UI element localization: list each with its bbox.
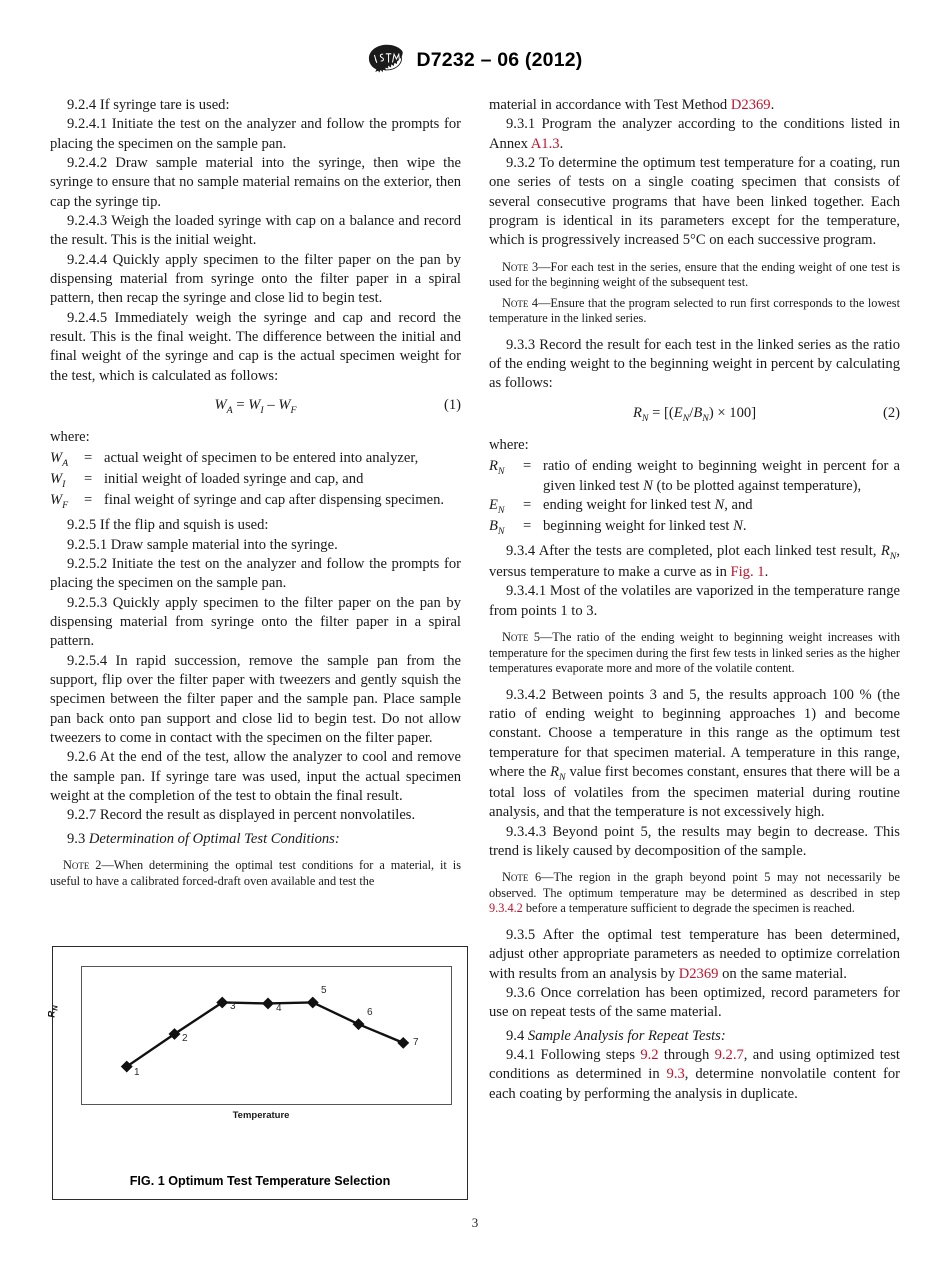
chart-point-label-6: 6 — [367, 1007, 373, 1018]
document-title: D7232 – 06 (2012) — [416, 49, 583, 71]
para-9-2-5-4: 9.2.5.4 In rapid succession, remove the sample pan from the support, flip over the filter paper with tweezers and gently squish the specimen between the filter paper and the sample pan. Place sample pan back onto pan support and close lid to begin test. Do not allow tweezers to come in contact with the specimen on the filter paper. — [50, 652, 461, 747]
where-list-1 — [50, 449, 461, 512]
para-9-2-4-4: 9.2.4.4 Quickly apply specimen to the filter paper on the pan by dispensing material from syringe onto the filter paper in a spiral pattern, then recap the syringe and close lid to begin test. — [50, 251, 461, 307]
equation-2 — [489, 404, 900, 425]
note-3-text: —For each test in the series, ensure that the ending weight of one test is used for the beginning weight of the subsequent test. — [489, 259, 900, 290]
text-run: . — [559, 135, 564, 152]
where-equals: = — [84, 471, 93, 488]
chart-point-label-1: 1 — [134, 1067, 140, 1078]
equation-2-number: (2) — [882, 404, 900, 421]
where-symbol: $W_A$ — [50, 450, 69, 470]
where-label-2: where: — [489, 436, 529, 453]
text-run: material in accordance with Test Method — [489, 97, 731, 113]
where-row — [50, 449, 461, 470]
para-9-3-4-1: 9.3.4.1 Most of the volatiles are vaporized in the temperature range from points 1 to 3. — [489, 583, 900, 619]
para-9-2-5-2: 9.2.5.2 Initiate the test on the analyzer and follow the prompts for placing the specimen on the sample pan. — [50, 556, 461, 592]
page-header — [0, 44, 950, 77]
chart-line-series — [127, 1002, 404, 1066]
text-run: on the same material. — [718, 965, 847, 982]
note-2 — [50, 858, 461, 889]
note-5 — [489, 630, 900, 677]
section-number: 9.4 — [506, 1027, 528, 1044]
where-row — [489, 457, 900, 496]
para-9-2-7: 9.2.7 Record the result as displayed in percent nonvolatiles. — [67, 807, 416, 824]
equation-1-number: (1) — [443, 396, 461, 413]
section-title: Sample Analysis for Repeat Tests: — [527, 1027, 726, 1044]
para-9-3-4-2: 9.3.4.2 Between points 3 and 5, the results approach 100 % (the ratio of ending weight to beginning approaches 1) and become constant. Choose a temperature in this range as the optimum test temperature for that specimen material. A temperature in this range, where the $R_N$ value first becomes constant, ensures that there will be a total loss of volatiles from the specimen material during routine analysis, and that the temperature is not excessively high. — [489, 686, 900, 821]
where-equals: = — [523, 496, 532, 513]
where-equals: = — [523, 517, 532, 534]
where-definition: initial weight of loaded syringe and cap, and — [104, 471, 364, 488]
equation-2-body: $R_N = [(E_N/B_N) \times 100]$ — [632, 404, 757, 424]
figure-1 — [46, 946, 468, 1200]
text-run: before a temperature sufficient to degrade the specimen is reached. — [522, 901, 855, 916]
right-column — [489, 96, 900, 1104]
equation-1 — [50, 396, 461, 417]
where-symbol: $E_N$ — [489, 496, 505, 516]
page-number: 3 — [471, 1215, 479, 1230]
where-symbol: $B_N$ — [489, 517, 505, 537]
chart-point-label-3: 3 — [230, 1001, 236, 1012]
note-4 — [489, 296, 900, 327]
where-equals: = — [84, 450, 93, 467]
text-run: 9.3.4.2 Between points 3 and 5, the results approach 100 % (the ratio of ending weight to beginning approaches 1) and become constant. Choose a temperature in this range as the optimum test temperature for that specimen material. A temperature in this range, where the — [489, 686, 900, 780]
text-run: , and using optimized test conditions as determined in — [489, 1046, 900, 1083]
para-9-2-4-2: 9.2.4.2 Draw sample material into the syringe, then wipe the syringe to ensure that no sample material remains on the exterior, then cap the syringe tip. — [50, 154, 461, 210]
note-2-text: —When determining the optimal test conditions for a material, it is useful to have a calibrated forced-draft oven available and test the — [50, 858, 461, 888]
text-run: , determine nonvolatile content for each coating by performing the analysis in duplicate. — [489, 1066, 900, 1102]
text-run: 9.3.4 After the tests are completed, plot each linked test result, — [506, 542, 881, 559]
para-9-2-4-1: 9.2.4.1 Initiate the test on the analyzer and follow the prompts for placing the specimen on the sample pan. — [50, 116, 461, 152]
chart-point-label-7: 7 — [413, 1037, 419, 1048]
where-definition: ending weight for linked test N, and — [543, 496, 753, 513]
link-d2369-2[interactable]: D2369 — [678, 965, 719, 982]
para-9-2-4-3: 9.2.4.3 Weigh the loaded syringe with cap on a balance and record the result. This is the initial weight. — [50, 212, 461, 249]
where-row — [50, 470, 461, 491]
para-9-3-6: 9.3.6 Once correlation has been optimized, record parameters for use on repeat tests of the same material. — [489, 984, 900, 1021]
chart-point-label-5: 5 — [321, 985, 327, 996]
note-3-label: Note 3 — [502, 259, 539, 274]
chart-markers — [121, 997, 409, 1073]
para-9-2-4-5: 9.2.4.5 Immediately weigh the syringe and cap and record the result. This is the final weight. The difference between the initial and final weight of the syringe and cap is the actual specimen weight for the test, which is calculated as follows: — [50, 309, 461, 384]
where-list-2 — [489, 457, 900, 538]
text-run: —The region in the graph beyond point 5 may not necessarily be observed. The optimum temperature may be determined as described in step — [489, 870, 900, 900]
link-9-3[interactable]: 9.3 — [666, 1066, 685, 1083]
para-9-3-heading — [50, 830, 461, 849]
note-5-text: —The ratio of the ending weight to beginning weight increases with temperature for the specimen during the first few tests in linked series as the higher temperatures evaporate more and more of the volatile content. — [489, 629, 900, 676]
section-title: Determination of Optimal Test Conditions: — [88, 830, 340, 847]
text-run: 9.4.1 Following steps — [506, 1046, 641, 1063]
note-4-label: Note 4 — [502, 295, 539, 310]
where-row — [50, 491, 461, 512]
left-column — [50, 96, 461, 898]
para-9-2-5: 9.2.5 If the flip and squish is used: — [67, 517, 269, 534]
chart-curve-svg — [82, 967, 451, 1104]
where-row — [489, 496, 900, 517]
para-9-2-5-1: 9.2.5.1 Draw sample material into the syringe. — [67, 536, 338, 553]
where-definition: actual weight of specimen to be entered into analyzer, — [104, 450, 419, 467]
note-4-text: —Ensure that the program selected to run first corresponds to the lowest temperature in the linked series. — [489, 295, 900, 326]
para-9-3-1 — [489, 115, 900, 154]
para-9-3-2: 9.3.2 To determine the optimum test temperature for a coating, run one series of tests on a single coating specimen that consists of several consecutive programs that have been linked together. Each program is identical in its parameters except for the temperature, which is progressively increased 5°C on each successive program. — [489, 154, 900, 249]
para-9-3-4: 9.3.4 After the tests are completed, plot each linked test result, $R_N$, versus temperature to make a curve as in Fig. 1. — [489, 542, 900, 580]
note-5-label: Note 5 — [502, 629, 540, 644]
para-9-4-heading — [489, 1027, 900, 1046]
chart-point-label-4: 4 — [276, 1003, 282, 1014]
link-9-2[interactable]: 9.2 — [640, 1046, 659, 1063]
chart-point-label-2: 2 — [182, 1033, 188, 1044]
where-equals: = — [84, 492, 93, 509]
para-continued-material — [489, 96, 900, 115]
para-9-2-4: 9.2.4 If syringe tare is used: — [67, 97, 230, 113]
note-2-label: Note 2 — [63, 858, 102, 873]
link-d2369[interactable]: D2369 — [730, 97, 771, 113]
text-run: . — [764, 563, 769, 580]
para-9-3-3: 9.3.3 Record the result for each test in the linked series as the ratio of the ending weight to the beginning weight in percent by calculating as follows: — [489, 336, 900, 392]
note-6-label: Note 6 — [502, 870, 542, 885]
where-symbol: $W_I$ — [50, 471, 66, 491]
text-run: 9.3.1 Program the analyzer according to the conditions listed in Annex — [489, 116, 900, 152]
text-run: , versus temperature to make a curve as in — [489, 542, 900, 580]
note-3 — [489, 260, 900, 291]
text-run: value first becomes constant, ensures that there will be a total loss of volatiles from the specimen material during routine analysis, and that the temperature is not excessively high. — [489, 763, 900, 821]
where-definition: final weight of syringe and cap after dispensing specimen. — [104, 492, 445, 509]
para-9-2-5-3: 9.2.5.3 Quickly apply specimen to the filter paper on the pan by dispensing material from syringe onto the filter paper in a spiral pattern. — [50, 594, 461, 650]
chart-y-axis-label: $R_N$ — [46, 1005, 60, 1018]
link-9-2-7[interactable]: 9.2.7 — [714, 1046, 744, 1063]
chart-plot-area — [81, 966, 452, 1105]
link-9-3-4-2[interactable]: 9.3.4.2 — [489, 901, 523, 916]
para-9-3-5 — [489, 926, 900, 984]
link-fig-1[interactable]: Fig. 1 — [730, 563, 765, 580]
para-9-4-1 — [489, 1046, 900, 1104]
section-number: 9.3 — [67, 830, 89, 847]
para-9-3-4-3: 9.3.4.3 Beyond point 5, the results may begin to decrease. This trend is likely caused by decomposition of the sample. — [489, 823, 900, 859]
equation-1-body: $W_A = W_I - W_F$ — [214, 396, 297, 416]
text-run: . — [770, 97, 775, 113]
figure-1-caption: FIG. 1 Optimum Test Temperature Selection — [129, 1174, 391, 1188]
where-definition: beginning weight for linked test N. — [543, 517, 747, 534]
where-row — [489, 517, 900, 538]
note-6 — [489, 870, 900, 917]
para-9-2-6: 9.2.6 At the end of the test, allow the analyzer to cool and remove the sample pan. If syringe tare was used, input the actual specimen weight at the completion of the test to obtain the final result. — [50, 749, 461, 805]
text-run: 9.3.5 After the optimal test temperature has been determined, adjust other appropriate parameters as needed to optimize correlation with results from an analysis by — [489, 926, 900, 982]
where-symbol: $R_N$ — [489, 458, 505, 478]
text-run: through — [658, 1046, 715, 1063]
chart-x-axis-label: Temperature — [232, 1110, 290, 1121]
where-symbol: $W_F$ — [50, 492, 69, 512]
where-label-1: where: — [50, 428, 90, 445]
where-equals: = — [523, 458, 532, 475]
link-a1-3[interactable]: A1.3 — [530, 135, 560, 152]
astm-logo-icon — [367, 44, 407, 77]
where-definition: ratio of ending weight to beginning weight in percent for a given linked test N (to be plotted against temperature), — [543, 458, 900, 494]
